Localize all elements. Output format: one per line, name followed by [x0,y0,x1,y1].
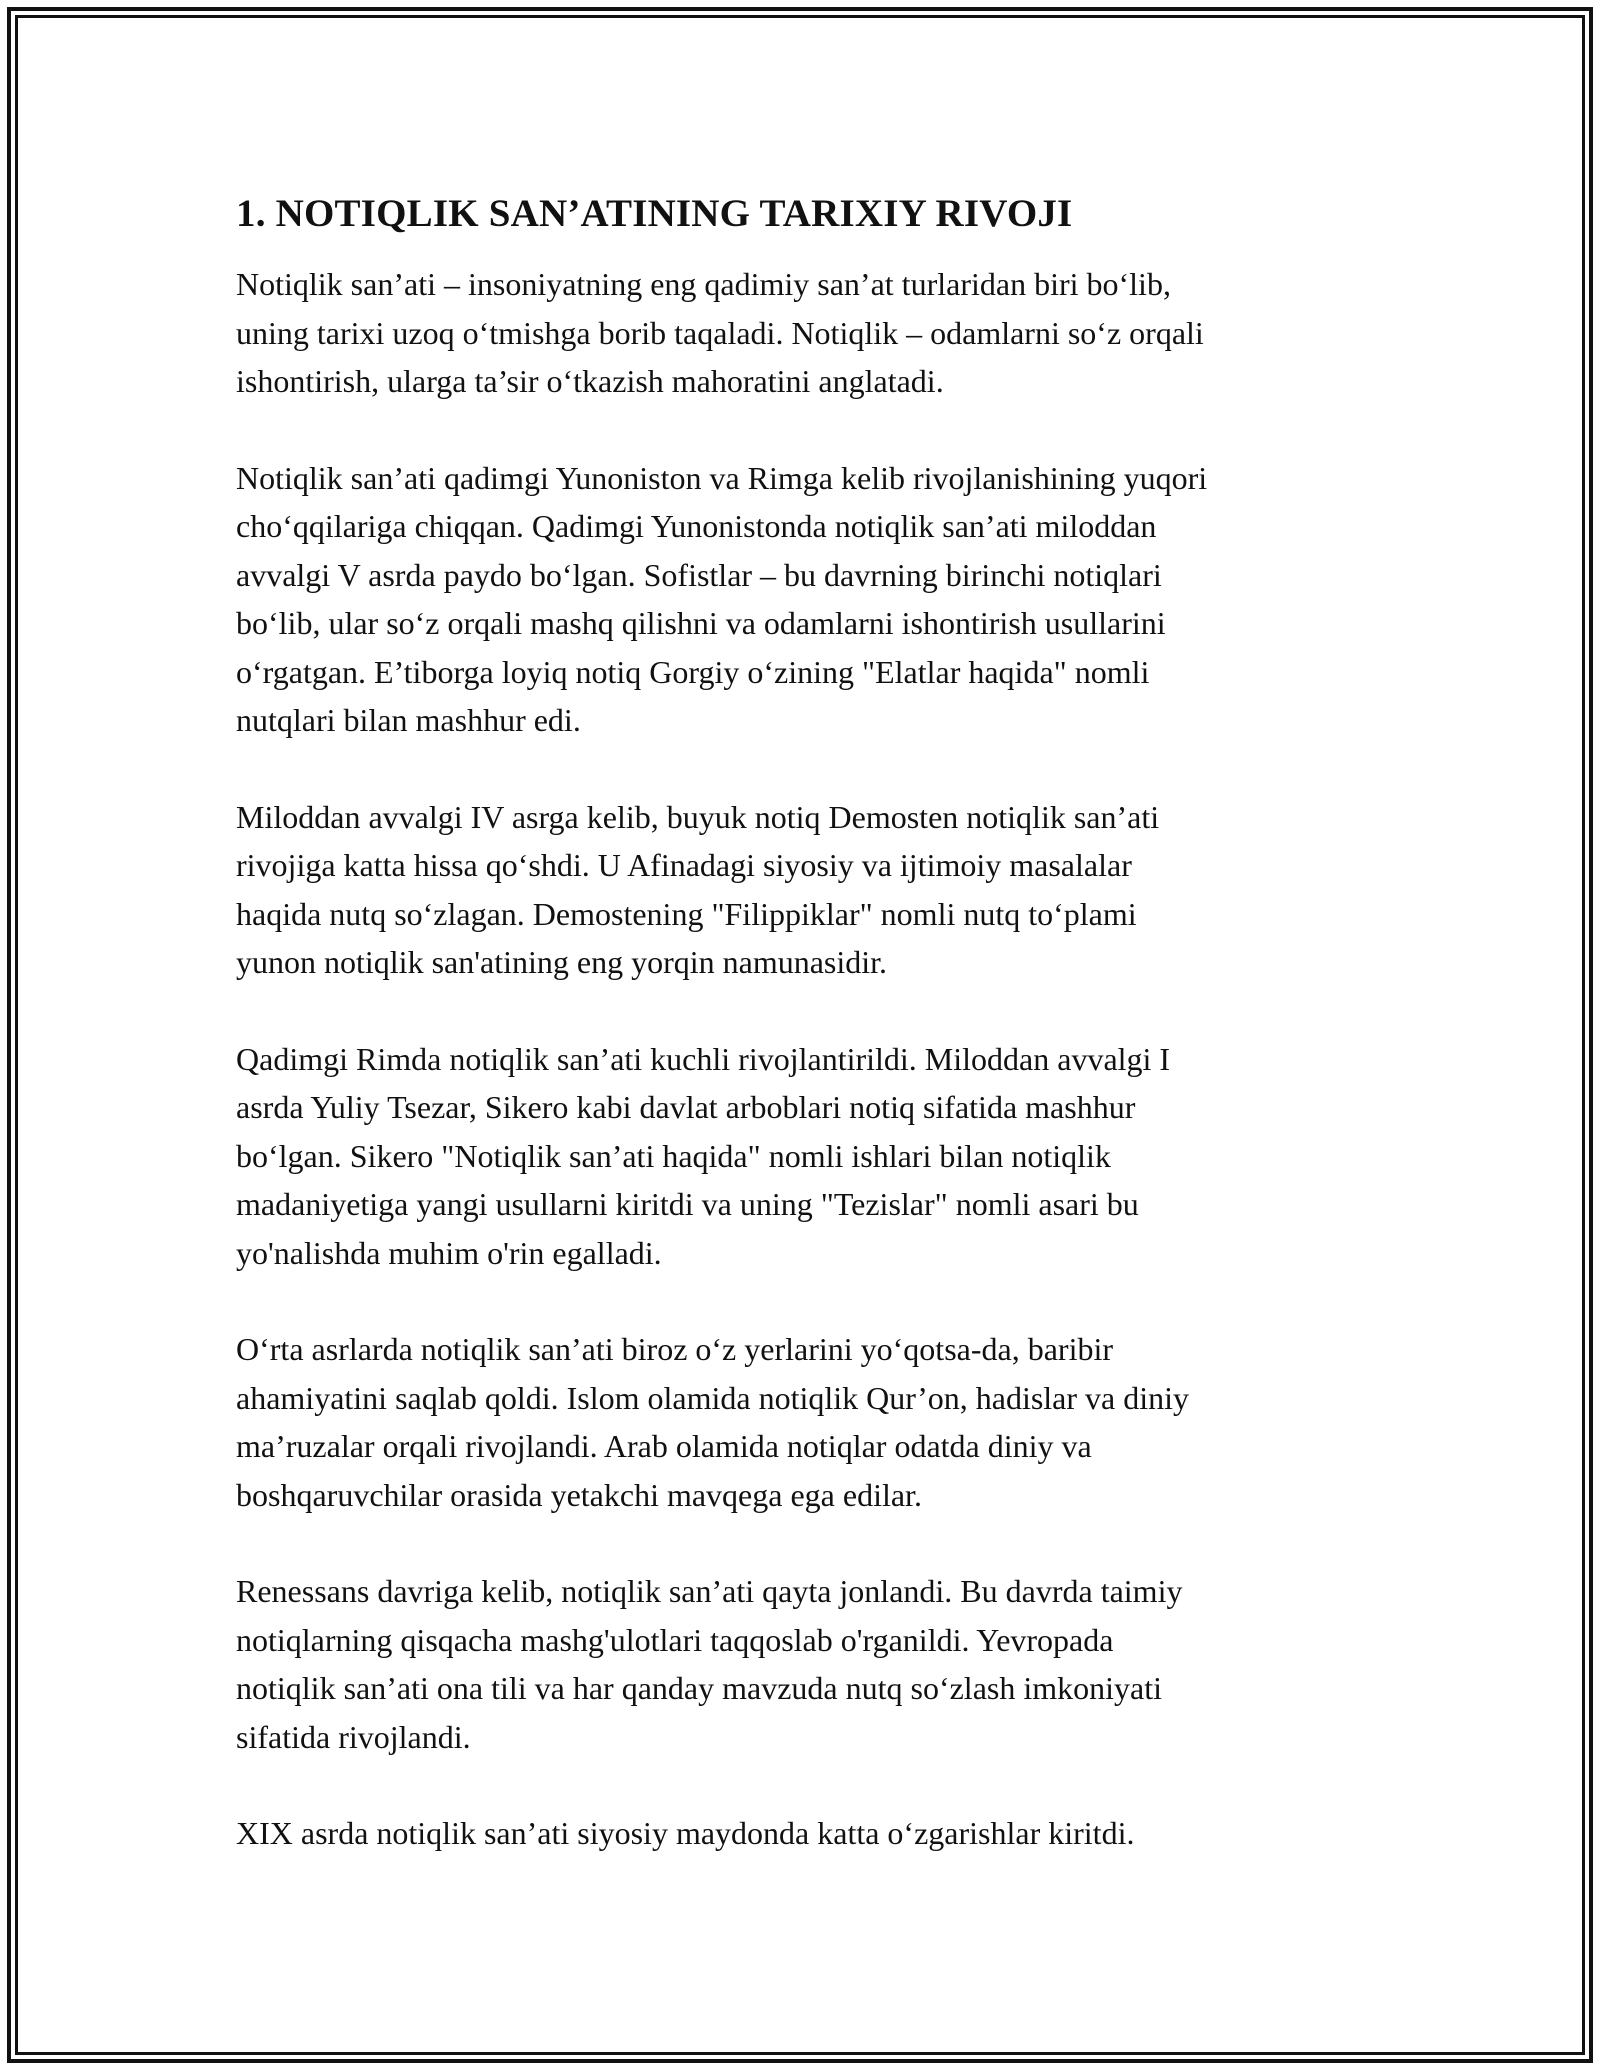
text-line: madaniyetiga yangi usullarni kiritdi va uning "Tezislar" nomli asari bu [236,1186,1139,1222]
text-line: ahamiyatini saqlab qoldi. Islom olamida notiqlik Qur’on, hadislar va diniy [236,1379,1190,1416]
document-body [236,186,1366,1906]
text-line: Renessans davriga kelib, notiqlik san’ati qayta jonlandi. Bu davrda taimiy [236,1573,1183,1609]
text-line: uning tarixi uzoq o‘tmishga borib taqaladi. Notiqlik – odamlarni so‘z orqali [236,314,1204,351]
text-line: yunon notiqlik san'atining eng yorqin namunasidir. [236,944,888,980]
paragraph-6 [236,1567,1366,1761]
text-line: asrda Yuliy Tsezar, Sikero kabi davlat arboblari notiq sifatida mashhur [236,1089,1136,1125]
paragraph-3 [236,793,1366,987]
text-line: Notiqlik san’ati – insoniyatning eng qadimiy san’at turlaridan biri bo‘lib, [236,266,1171,302]
paragraph-4 [236,1035,1366,1278]
text-line: rivojiga katta hissa qo‘shdi. U Afinadagi siyosiy va ijtimoiy masalalar [236,847,1132,883]
text-line: ishontirish, ularga ta’sir o‘tkazish mahoratini anglatadi. [236,363,944,399]
text-line: avvalgi V asrda paydo bo‘lgan. Sofistlar – bu davrning birinchi notiqlari [236,556,1162,593]
text-line: cho‘qqilariga chiqqan. Qadimgi Yunonistonda notiqlik san’ati miloddan [236,508,1157,544]
text-line: bo‘lgan. Sikero "Notiqlik san’ati haqida" nomli ishlari bilan notiqlik [236,1137,1111,1174]
text-line: nutqlari bilan mashhur edi. [236,702,581,738]
text-line: yo'nalishda muhim o'rin egalladi. [236,1234,662,1271]
text-line: O‘rta asrlarda notiqlik san’ati biroz o‘z yerlarini yo‘qotsa-da, baribir [236,1331,1113,1367]
text-line: haqida nutq so‘zlagan. Demostening "Filippiklar" nomli nutq to‘plami [236,895,1137,932]
text-line: notiqlik san’ati ona tili va har qanday mavzuda nutq so‘zlash imkoniyati [236,1670,1162,1706]
text-line: sifatida rivojlandi. [236,1718,471,1755]
text-line: o‘rgatgan. E’tiborga loyiq notiq Gorgiy o‘zining "Elatlar haqida" nomli [236,653,1150,690]
paragraph-2 [236,454,1366,745]
paragraph-7 [236,1809,1366,1858]
text-line: XIX asrda notiqlik san’ati siyosiy maydonda katta o‘zgarishlar kiritdi. [236,1815,1135,1851]
text-line: bo‘lib, ular so‘z orqali mashq qilishni va odamlarni ishontirish usullarini [236,605,1166,641]
page-title: 1. NOTIQLIK SAN’ATINING TARIXIY RIVOJI [236,192,1073,235]
text-line: Qadimgi Rimda notiqlik san’ati kuchli rivojlantirildi. Miloddan avvalgi I [236,1040,1171,1077]
text-line: Notiqlik san’ati qadimgi Yunoniston va Rimga kelib rivojlanishining yuqori [236,459,1208,496]
paragraph-5 [236,1325,1366,1519]
text-line: notiqlarning qisqacha mashg'ulotlari taqqoslab o'rganildi. Yevropada [236,1621,1114,1658]
paragraph-1 [236,260,1366,406]
text-line: ma’ruzalar orqali rivojlandi. Arab olamida notiqlar odatda diniy va [236,1428,1092,1464]
text-line: boshqaruvchilar orasida yetakchi mavqega ega edilar. [236,1476,922,1513]
text-line: Miloddan avvalgi IV asrga kelib, buyuk notiq Demosten notiqlik san’ati [236,798,1160,835]
